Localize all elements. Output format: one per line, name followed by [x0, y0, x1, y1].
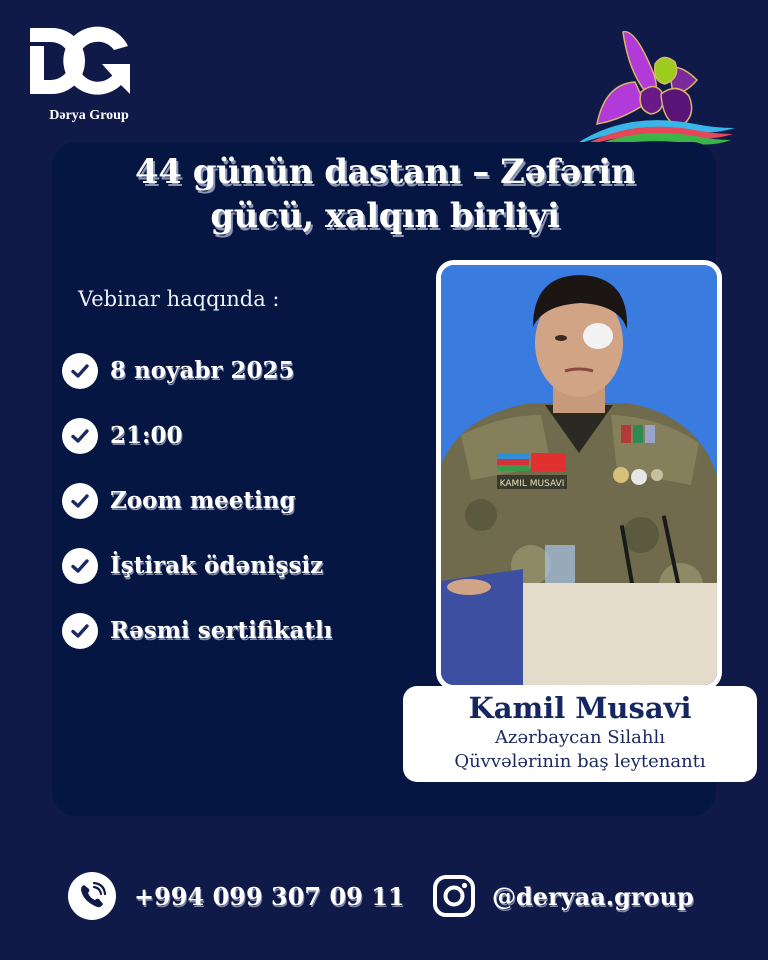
- speaker-role-line-2: Qüvvələrinin baş leytenantı: [454, 751, 706, 772]
- title-line-1: 44 günün dastanı – Zəfərin: [135, 152, 635, 192]
- feature-label: 8 noyabr 2025: [110, 357, 295, 384]
- check-circle-icon: [62, 353, 98, 389]
- title-line-2: gücü, xalqın birliyi: [210, 196, 560, 236]
- speaker-name: Kamil Musavi: [468, 691, 692, 725]
- speaker-portrait-image: [441, 265, 717, 685]
- phone-icon: [68, 872, 116, 920]
- brand-name: Dərya Group: [49, 108, 129, 123]
- feature-date: [62, 350, 333, 391]
- feature-label: Zoom meeting: [110, 487, 296, 514]
- check-circle-icon: [62, 483, 98, 519]
- feature-time: [62, 415, 333, 456]
- phone-number[interactable]: +994 099 307 09 11: [134, 881, 405, 911]
- check-circle-icon: [62, 613, 98, 649]
- dg-logo-icon: [26, 24, 134, 102]
- flower-emblem-icon: [565, 24, 740, 149]
- check-circle-icon: [62, 418, 98, 454]
- feature-certificate: [62, 610, 333, 651]
- feature-list: [62, 350, 333, 675]
- about-label: Vebinar haqqında :: [78, 287, 280, 311]
- speaker-photo: [436, 260, 722, 690]
- feature-free: [62, 545, 333, 586]
- feature-label: İştirak ödənişsiz: [110, 552, 324, 579]
- instagram-icon: [432, 874, 476, 918]
- check-circle-icon: [62, 548, 98, 584]
- feature-label: Rəsmi sertifikatlı: [110, 617, 333, 644]
- speaker-name-card: [403, 686, 757, 782]
- webinar-title: [60, 150, 710, 238]
- speaker-role-line-1: Azərbaycan Silahlı: [495, 727, 665, 748]
- name-tape: KAMIL MUSAVI: [499, 479, 565, 489]
- instagram-handle[interactable]: @deryaa.group: [492, 881, 694, 911]
- feature-label: 21:00: [110, 422, 183, 449]
- xaribulbul-emblem: [565, 24, 740, 149]
- contact-instagram[interactable]: [432, 874, 694, 918]
- feature-platform: [62, 480, 333, 521]
- brand-logo: [24, 24, 134, 124]
- contact-phone[interactable]: [68, 872, 405, 920]
